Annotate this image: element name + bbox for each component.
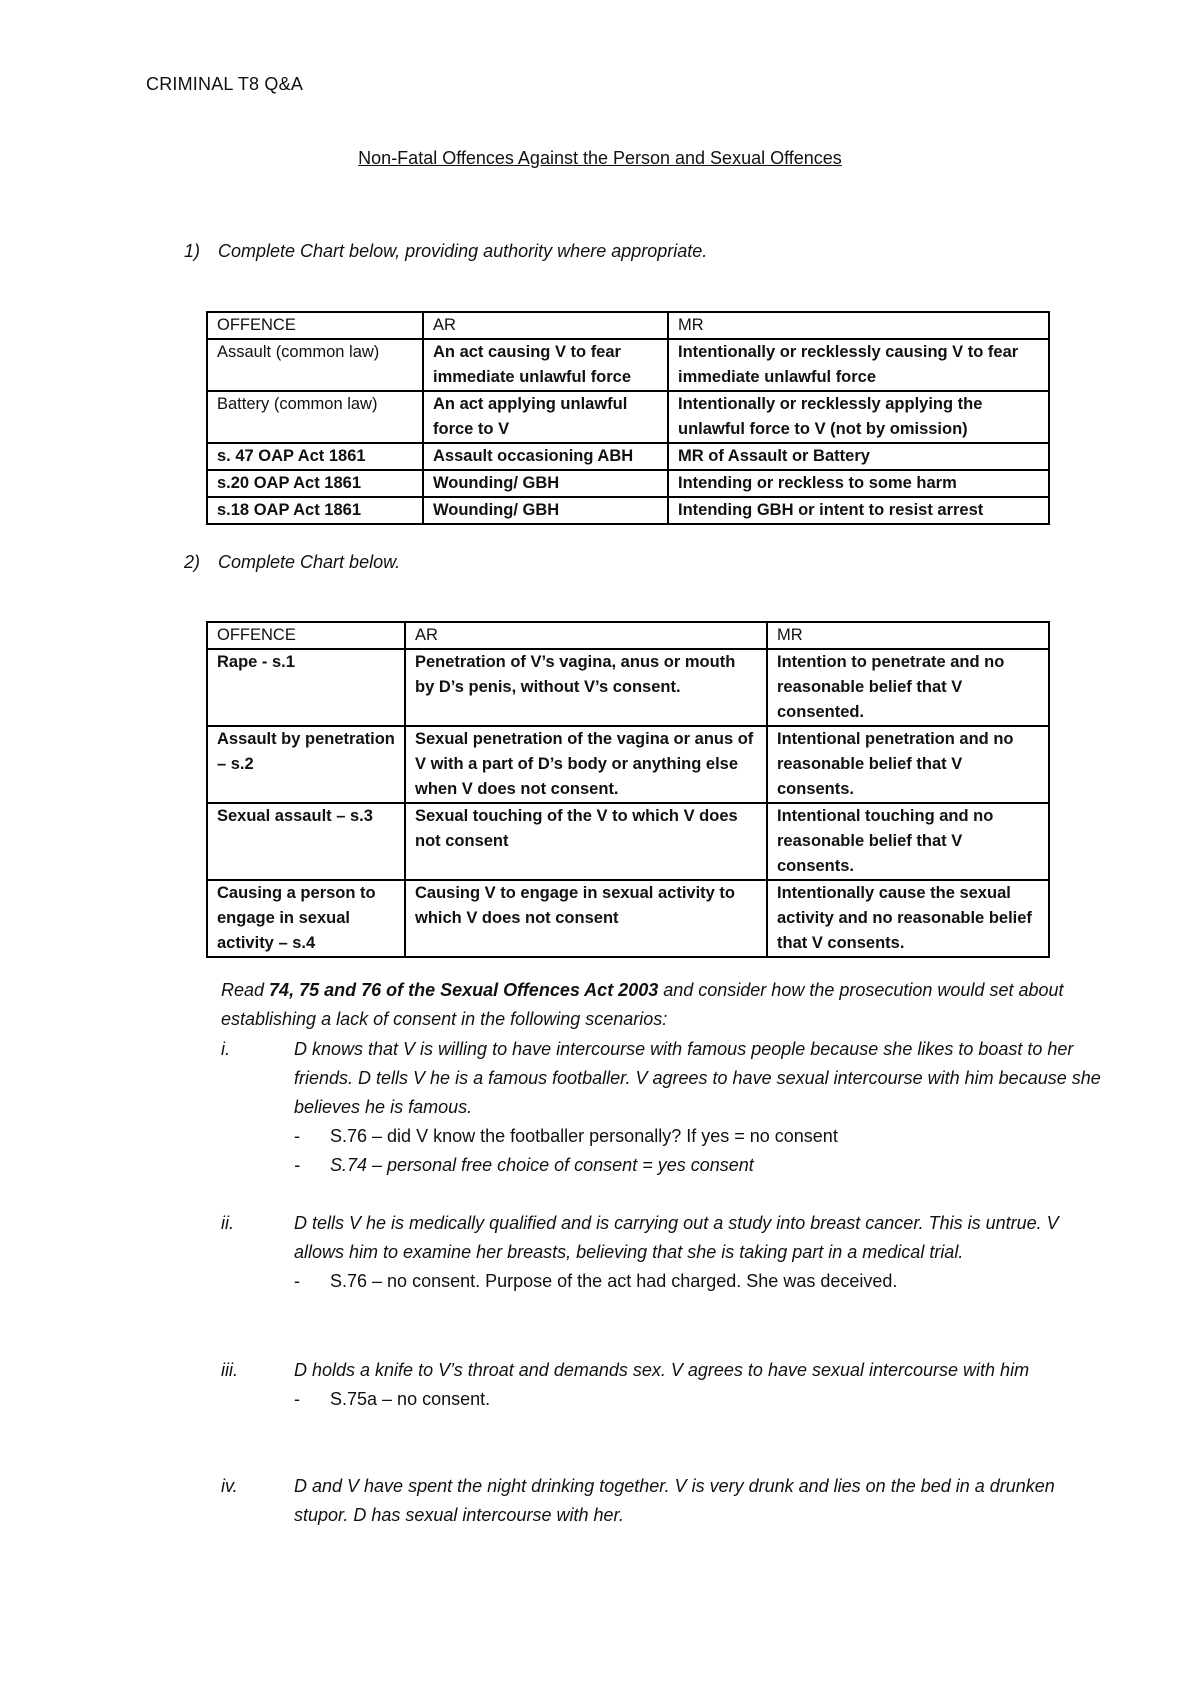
table-header-row bbox=[207, 622, 1049, 649]
table-row bbox=[207, 649, 1049, 726]
reading-statute: 74, 75 and 76 of the Sexual Offences Act 2003 bbox=[269, 980, 659, 1000]
mr-cell: Intentionally or recklessly applying the unlawful force to V (not by omission) bbox=[668, 391, 1049, 443]
mr-cell: MR of Assault or Battery bbox=[668, 443, 1049, 470]
table-row bbox=[207, 339, 1049, 391]
mr-cell: Intentionally or recklessly causing V to fear immediate unlawful force bbox=[668, 339, 1049, 391]
ar-cell: An act applying unlawful force to V bbox=[423, 391, 668, 443]
ar-cell: Wounding/ GBH bbox=[423, 497, 668, 524]
header-cell: OFFENCE bbox=[207, 622, 405, 649]
scenario-ii bbox=[221, 1209, 1101, 1296]
reading-suffix: and consider how the prosecution would set about establishing a lack of consent in the following scenarios: bbox=[221, 980, 1064, 1029]
table-row bbox=[207, 391, 1049, 443]
scenario-iv bbox=[221, 1472, 1101, 1530]
scenario-text: D knows that V is willing to have intercourse with famous people because she likes to boast to her friends. D tells V he is a famous footballer. V agrees to have sexual intercourse with him because she believes he is famous. bbox=[294, 1039, 1101, 1117]
scenario-answer: - S.76 – no consent. Purpose of the act had charged. She was deceived. bbox=[294, 1271, 898, 1291]
scenario-answer: - S.74 – personal free choice of consent = yes consent bbox=[294, 1155, 754, 1175]
scenario-number: ii. bbox=[221, 1213, 234, 1233]
ar-cell: Causing V to engage in sexual activity to which V does not consent bbox=[405, 880, 767, 957]
question-text: Complete Chart below. bbox=[218, 552, 401, 572]
reading-instruction bbox=[221, 976, 1101, 1034]
ar-cell: Sexual penetration of the vagina or anus of V with a part of D’s body or anything else when V does not consent. bbox=[405, 726, 767, 803]
offence-cell: Sexual assault – s.3 bbox=[207, 803, 405, 880]
table-header-row bbox=[207, 312, 1049, 339]
mr-cell: Intentionally cause the sexual activity and no reasonable belief that V consents. bbox=[767, 880, 1049, 957]
offence-cell: Rape - s.1 bbox=[207, 649, 405, 726]
ar-cell: An act causing V to fear immediate unlawful force bbox=[423, 339, 668, 391]
scenario-number: iii. bbox=[221, 1360, 238, 1380]
reading-prefix: Read bbox=[221, 980, 270, 1000]
answer-text: S.74 – personal free choice of consent = yes consent bbox=[330, 1155, 754, 1175]
question-text: Complete Chart below, providing authority where appropriate. bbox=[218, 241, 708, 261]
mr-cell: Intention to penetrate and no reasonable belief that V consented. bbox=[767, 649, 1049, 726]
ar-cell: Sexual touching of the V to which V does not consent bbox=[405, 803, 767, 880]
scenario-number: iv. bbox=[221, 1476, 238, 1496]
table-row bbox=[207, 470, 1049, 497]
offence-cell: Causing a person to engage in sexual activity – s.4 bbox=[207, 880, 405, 957]
question-number: 1) bbox=[184, 241, 201, 261]
table-row bbox=[207, 726, 1049, 803]
mr-cell: Intending or reckless to some harm bbox=[668, 470, 1049, 497]
offence-cell: Battery (common law) bbox=[207, 391, 423, 443]
offences-table bbox=[206, 311, 1050, 525]
table-row bbox=[207, 880, 1049, 957]
document-header: CRIMINAL T8 Q&A bbox=[146, 74, 304, 94]
scenario-number: i. bbox=[221, 1039, 230, 1059]
table-row bbox=[207, 803, 1049, 880]
ar-cell: Penetration of V’s vagina, anus or mouth by D’s penis, without V’s consent. bbox=[405, 649, 767, 726]
answer-text: S.76 – did V know the footballer personally? If yes = no consent bbox=[330, 1126, 838, 1146]
question-1 bbox=[184, 241, 707, 262]
scenario-answer: - S.76 – did V know the footballer personally? If yes = no consent bbox=[294, 1126, 838, 1146]
header-cell: MR bbox=[668, 312, 1049, 339]
scenario-answer: - S.75a – no consent. bbox=[294, 1389, 491, 1409]
table-row bbox=[207, 443, 1049, 470]
mr-cell: Intentional penetration and no reasonable belief that V consents. bbox=[767, 726, 1049, 803]
mr-cell: Intending GBH or intent to resist arrest bbox=[668, 497, 1049, 524]
offence-cell: s.20 OAP Act 1861 bbox=[207, 470, 423, 497]
sexual-offences-table bbox=[206, 621, 1050, 958]
question-2 bbox=[184, 552, 400, 573]
table-row bbox=[207, 497, 1049, 524]
ar-cell: Assault occasioning ABH bbox=[423, 443, 668, 470]
scenario-text: D holds a knife to V’s throat and demands sex. V agrees to have sexual intercourse with him bbox=[294, 1360, 1030, 1380]
scenario-i bbox=[221, 1035, 1101, 1180]
header-cell: AR bbox=[423, 312, 668, 339]
mr-cell: Intentional touching and no reasonable belief that V consents. bbox=[767, 803, 1049, 880]
scenario-iii bbox=[221, 1356, 1101, 1414]
offence-cell: Assault by penetration – s.2 bbox=[207, 726, 405, 803]
header-cell: OFFENCE bbox=[207, 312, 423, 339]
header-cell: AR bbox=[405, 622, 767, 649]
answer-text: S.75a – no consent. bbox=[330, 1389, 491, 1409]
offence-cell: s. 47 OAP Act 1861 bbox=[207, 443, 423, 470]
ar-cell: Wounding/ GBH bbox=[423, 470, 668, 497]
scenario-text: D and V have spent the night drinking together. V is very drunk and lies on the bed in a drunken stupor. D has sexual intercourse with her. bbox=[294, 1476, 1055, 1525]
offence-cell: s.18 OAP Act 1861 bbox=[207, 497, 423, 524]
document-title: Non-Fatal Offences Against the Person and Sexual Offences bbox=[358, 148, 842, 168]
question-number: 2) bbox=[184, 552, 201, 572]
header-cell: MR bbox=[767, 622, 1049, 649]
scenario-text: D tells V he is medically qualified and is carrying out a study into breast cancer. This is untrue. V allows him to examine her breasts, believing that she is taking part in a medical trial. bbox=[294, 1213, 1059, 1262]
offence-cell: Assault (common law) bbox=[207, 339, 423, 391]
answer-text: S.76 – no consent. Purpose of the act had charged. She was deceived. bbox=[330, 1271, 898, 1291]
